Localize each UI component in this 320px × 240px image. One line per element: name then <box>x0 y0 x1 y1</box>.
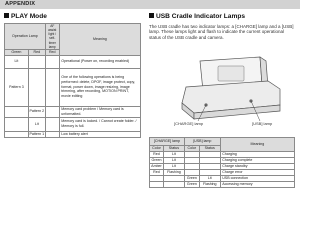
meaning-cell: Accessing memory <box>220 182 294 188</box>
section-label: APPENDIX <box>5 1 36 7</box>
charge-color-cell: Amber <box>151 164 162 169</box>
charge-color-cell <box>150 182 164 188</box>
charge-status-cell <box>163 182 184 188</box>
play-mode-table <box>4 23 141 138</box>
header-meaning: Meaning <box>220 138 294 152</box>
play-mode-title: PLAY Mode <box>11 13 47 20</box>
header-operation-lamp: Operation Lamp <box>5 24 46 50</box>
header-usb-lamp: [USB] lamp <box>184 138 220 146</box>
subheader-red-af: Red <box>45 49 59 55</box>
charge-status-cell: Lit <box>163 164 184 170</box>
red-lamp-state: Lit <box>28 117 45 131</box>
table-header-row <box>5 24 141 50</box>
meaning-cell: Operational (Power on, recording enabled) <box>59 55 140 68</box>
pattern-cell: Pattern 3 <box>5 68 29 106</box>
appendix-header-bar <box>0 0 300 9</box>
empty-cell <box>45 131 59 137</box>
subheader-status: Status <box>163 146 184 152</box>
usb-lamp-label: [USB] lamp <box>252 121 273 126</box>
charge-status-cell: Lit <box>163 158 184 164</box>
usb-cradle-title: USB Cradle Indicator Lamps <box>156 13 246 20</box>
usb-color-cell: Green <box>184 182 199 188</box>
empty-cell <box>5 106 29 117</box>
usb-status-cell: Flashing <box>199 182 220 188</box>
header-charge-lamp: [CHARGE] lamp <box>150 138 185 146</box>
subheader-color: Color <box>184 146 199 152</box>
empty-cell <box>5 131 29 137</box>
charge-status-cell: Lit <box>163 152 184 158</box>
empty-cell <box>5 117 29 131</box>
meaning-cell: Memory card is locked. / Cannot create folder. / Memory is full. <box>59 117 140 131</box>
usb-cradle-illustration <box>148 55 288 130</box>
empty-cell <box>45 117 59 131</box>
empty-cell <box>45 106 59 117</box>
play-mode-heading <box>4 13 47 20</box>
charge-color-cell: Green <box>151 158 162 163</box>
meaning-cell: Charging <box>220 152 294 158</box>
charge-status-cell: Flashing <box>163 170 184 176</box>
square-bullet-icon <box>4 13 9 18</box>
subheader-green: Green <box>5 49 29 55</box>
table-row <box>5 55 141 68</box>
empty-cell <box>45 68 59 106</box>
green-lamp-state: Lit <box>5 55 29 68</box>
usb-cradle-drawing <box>148 55 288 130</box>
subheader-color: Color <box>150 146 164 152</box>
meaning-cell: Memory card problem / Memory card is unformatted. <box>59 106 140 117</box>
meaning-cell: USB connection <box>220 176 294 182</box>
meaning-cell: Charging complete <box>220 158 294 164</box>
meaning-cell: Charge error <box>220 170 294 176</box>
table-row <box>5 117 141 131</box>
table-row <box>150 182 295 188</box>
header-af-assist: AF assist light / self-timer lamp <box>45 24 59 50</box>
subheader-red: Red <box>28 49 45 55</box>
header-meaning: Meaning <box>59 24 140 56</box>
usb-cradle-heading <box>149 13 245 20</box>
charge-color-cell: Red <box>150 170 164 176</box>
meaning-cell: Charge standby <box>220 164 294 170</box>
empty-cell <box>28 55 45 68</box>
square-bullet-icon <box>149 13 154 18</box>
pattern-cell: Pattern 2 <box>28 106 45 117</box>
usb-description: The USB cradle has two indicator lamps: a [CHARGE] lamp and a [USB] lamp. These lamps light and flash to indicate the current operational status of the USB cradle and camera. <box>149 24 294 40</box>
empty-cell <box>45 55 59 68</box>
usb-color-cell: Green <box>184 176 199 182</box>
charge-lamp-label: [CHARGE] lamp <box>174 121 204 126</box>
usb-status-cell: Lit <box>199 176 220 182</box>
table-row <box>5 106 141 117</box>
meaning-cell: Low battery alert <box>59 131 140 137</box>
charge-color-cell: Red <box>150 152 164 158</box>
pattern-cell: Pattern 1 <box>29 131 45 136</box>
table-row <box>5 131 141 137</box>
subheader-status: Status <box>199 146 220 152</box>
meaning-cell: One of the following operations is being performed: delete, DPOF, image protect, copy, format, power down, image resizing, image trimming, after recording, MOTION PRINT, movie editing <box>59 68 140 106</box>
empty-cell <box>28 68 45 106</box>
table-row <box>5 68 141 106</box>
usb-lamp-table <box>149 137 295 188</box>
table-header-row <box>150 138 295 146</box>
